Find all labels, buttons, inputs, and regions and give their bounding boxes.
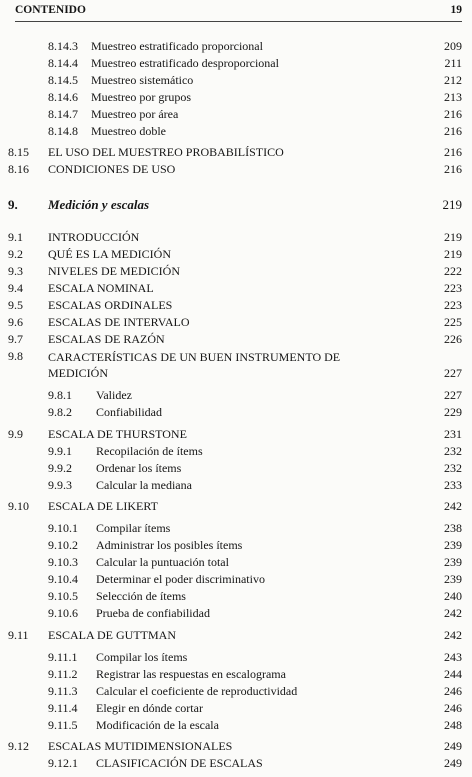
entry-page-number: 226: [444, 332, 462, 346]
entry-number: 9.9.2: [48, 461, 72, 475]
entry-title: INTRODUCCIÓN: [48, 230, 140, 244]
entry-page-number: 216: [444, 107, 462, 121]
entry-title: Muestreo doble: [91, 124, 166, 138]
entry-title: CARACTERÍSTICAS DE UN BUEN INSTRUMENTO DE MEDICIÓN: [48, 350, 341, 380]
entry-number: 9.2: [8, 247, 23, 261]
entry-title: Compilar los ítems: [96, 650, 188, 664]
entry-title: ESCALA DE GUTTMAN: [48, 628, 176, 642]
entry-title: Prueba de confiabilidad: [96, 606, 210, 620]
entry-title: ESCALAS MUTIDIMENSIONALES: [48, 739, 233, 753]
entry-title: ESCALA DE LIKERT: [48, 499, 158, 513]
entry-number: 9.10.5: [48, 589, 78, 603]
entry-title: Administrar los posibles ítems: [96, 538, 243, 552]
entry-title: Modificación de la escala: [96, 718, 219, 732]
entry-title: CLASIFICACIÓN DE ESCALAS: [96, 756, 263, 770]
entry-number: 8.14.3: [48, 39, 78, 53]
entry-page-number: 209: [444, 39, 462, 53]
entry-page-number: 238: [444, 521, 462, 535]
entry-page-number: 239: [444, 538, 462, 552]
entry-title: EL USO DEL MUESTREO PROBABILÍSTICO: [48, 145, 284, 159]
entry-number: 9.12.1: [48, 756, 78, 770]
entry-title: NIVELES DE MEDICIÓN: [48, 264, 180, 278]
entry-number: 9.: [8, 197, 18, 212]
entry-page-number: 219: [444, 247, 462, 261]
entry-number: 9.10.6: [48, 606, 78, 620]
entry-page-number: 240: [444, 589, 462, 603]
entry-number: 9.9.1: [48, 444, 72, 458]
entry-number: 8.14.7: [48, 107, 78, 121]
entry-number: 8.14.5: [48, 73, 78, 87]
entry-title: ESCALAS DE RAZÓN: [48, 332, 165, 346]
entry-page-number: 246: [444, 684, 462, 698]
entry-page-number: 223: [444, 298, 462, 312]
page-number: 19: [450, 4, 462, 16]
entry-number: 9.10.1: [48, 521, 78, 535]
entry-page-number: 227: [444, 366, 462, 380]
entry-title: Muestreo estratificado proporcional: [91, 39, 263, 53]
entry-page-number: 249: [444, 739, 462, 753]
entry-title: Selección de ítems: [96, 589, 186, 603]
entry-title: Compilar ítems: [96, 521, 171, 535]
entry-page-number: 216: [444, 145, 462, 159]
entry-number: 9.8.2: [48, 405, 72, 419]
entry-title: Ordenar los ítems: [96, 461, 182, 475]
entry-number: 9.6: [8, 315, 23, 329]
entry-title: Registrar las respuestas en escalograma: [96, 667, 286, 681]
entry-number: 9.11.4: [48, 701, 78, 715]
entry-page-number: 242: [444, 606, 462, 620]
entry-title: Confiabilidad: [96, 405, 162, 419]
entry-number: 9.5: [8, 298, 23, 312]
entry-page-number: 219: [442, 197, 462, 212]
entry-page-number: 244: [444, 667, 462, 681]
entry-number: 9.10.3: [48, 555, 78, 569]
entry-title: ESCALA NOMINAL: [48, 281, 154, 295]
entry-number: 8.14.6: [48, 90, 78, 104]
entry-title: QUÉ ES LA MEDICIÓN: [48, 247, 171, 261]
entry-title: ESCALAS ORDINALES: [48, 298, 173, 312]
entry-page-number: 248: [444, 718, 462, 732]
entry-number: 9.11.2: [48, 667, 78, 681]
entry-title: Elegir en dónde cortar: [96, 701, 203, 715]
entry-number: 9.7: [8, 332, 23, 346]
entry-page-number: 242: [444, 628, 462, 642]
entry-number: 9.10.4: [48, 572, 78, 586]
entry-number: 9.8: [8, 349, 23, 363]
entry-page-number: 232: [444, 461, 462, 475]
running-head-title: CONTENIDO: [15, 4, 86, 16]
entry-page-number: 227: [444, 388, 462, 402]
entry-number: 9.9.3: [48, 478, 72, 492]
entry-title: Muestreo por área: [91, 107, 179, 121]
entry-number: 8.15: [8, 145, 29, 159]
entry-number: 9.10.2: [48, 538, 78, 552]
entry-page-number: 229: [444, 405, 462, 419]
entry-number: 9.4: [8, 281, 23, 295]
entry-number: 8.16: [8, 162, 29, 176]
entry-page-number: 242: [444, 499, 462, 513]
entry-page-number: 239: [444, 572, 462, 586]
entry-title: Muestreo sistemático: [91, 73, 194, 87]
entry-number: 9.11.3: [48, 684, 78, 698]
entry-title: Muestreo por grupos: [91, 90, 191, 104]
entry-title: Determinar el poder discriminativo: [96, 572, 265, 586]
entry-title: Calcular la puntuación total: [96, 555, 229, 569]
entry-number: 9.3: [8, 264, 23, 278]
entry-page-number: 232: [444, 444, 462, 458]
entry-page-number: 246: [444, 701, 462, 715]
entry-number: 9.8.1: [48, 388, 72, 402]
entry-page-number: 219: [444, 230, 462, 244]
entry-page-number: 233: [444, 478, 462, 492]
entry-number: 9.9: [8, 427, 23, 441]
entry-title: Medición y escalas: [48, 197, 150, 212]
entry-page-number: 213: [444, 90, 462, 104]
entry-page-number: 225: [444, 315, 462, 329]
entry-title: Calcular la mediana: [96, 478, 192, 492]
entry-number: 8.14.4: [48, 56, 78, 70]
entry-title: Recopilación de ítems: [96, 444, 203, 458]
entry-page-number: 223: [444, 281, 462, 295]
entry-page-number: 216: [444, 162, 462, 176]
entry-title: ESCALAS DE INTERVALO: [48, 315, 190, 329]
entry-title: Calcular el coeficiente de reproductividad: [96, 684, 298, 698]
entry-title: Muestreo estratificado desproporcional: [91, 56, 279, 70]
entry-number: 9.11: [8, 628, 29, 642]
entry-page-number: 211: [444, 56, 462, 70]
entry-page-number: 231: [444, 427, 462, 441]
entry-page-number: 239: [444, 555, 462, 569]
entry-title: CONDICIONES DE USO: [48, 162, 176, 176]
entry-page-number: 212: [444, 73, 462, 87]
entry-number: 9.1: [8, 230, 23, 244]
entry-page-number: 243: [444, 650, 462, 664]
entry-page-number: 222: [444, 264, 462, 278]
entry-number: 9.10: [8, 499, 29, 513]
entry-title: Validez: [96, 388, 132, 402]
entry-page-number: 216: [444, 124, 462, 138]
entry-title: ESCALA DE THURSTONE: [48, 427, 187, 441]
entry-page-number: 249: [444, 756, 462, 770]
entry-number: 9.12: [8, 739, 29, 753]
entry-number: 9.11.5: [48, 718, 78, 732]
entry-number: 9.11.1: [48, 650, 78, 664]
entry-number: 8.14.8: [48, 124, 78, 138]
